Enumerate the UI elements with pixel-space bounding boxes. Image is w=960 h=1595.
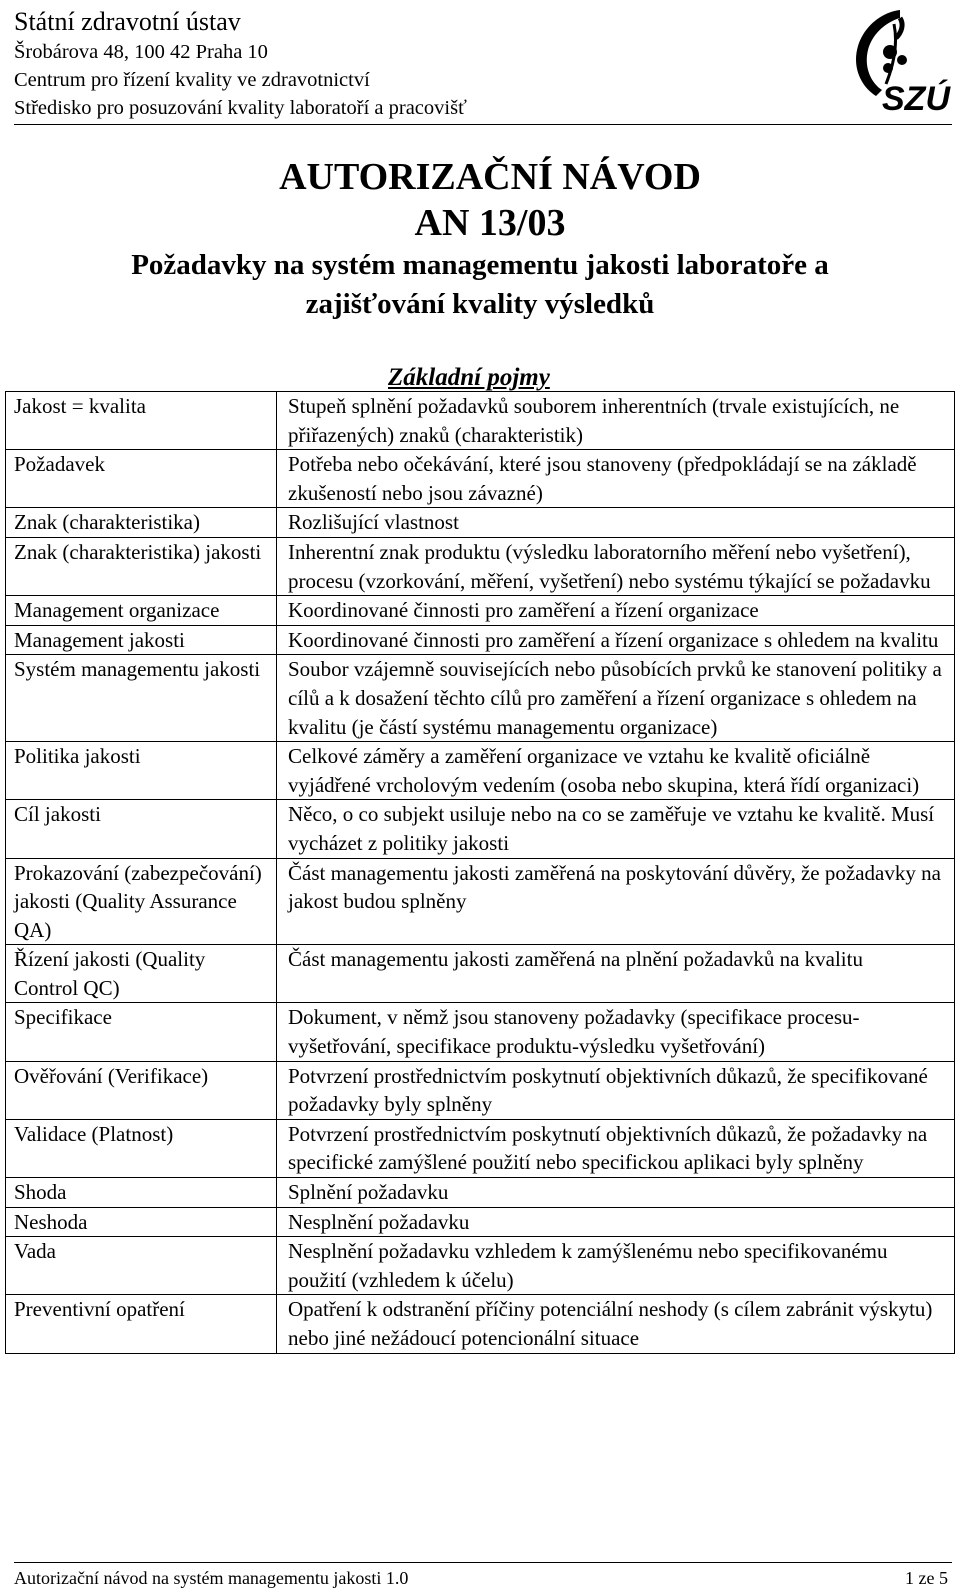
definition-cell: Splnění požadavku [277,1178,955,1208]
term-cell: Shoda [6,1178,277,1208]
szu-logo-icon [842,4,954,122]
term-cell: Management jakosti [6,625,277,655]
definition-cell: Část managementu jakosti zaměřená na plnění požadavků na kvalitu [277,945,955,1003]
term-cell: Cíl jakosti [6,800,277,858]
table-row [6,1119,955,1177]
table-row [6,655,955,742]
organization-address: Šrobárova 48, 100 42 Praha 10 [14,41,268,63]
definition-cell: Něco, o co subjekt usiluje nebo na co se zaměřuje ve vztahu ke kvalitě. Musí vycházet z politiky jakosti [277,800,955,858]
footer-divider [14,1562,952,1563]
document-header [14,6,834,122]
definition-cell: Potvrzení prostřednictvím poskytnutí objektivních důkazů, že specifikované požadavky byly splněny [277,1061,955,1119]
logo-lettering: SZÚ [882,80,950,118]
table-row [6,742,955,800]
term-cell: Znak (charakteristika) jakosti [6,537,277,595]
term-cell: Politika jakosti [6,742,277,800]
title-line-4: zajišťování kvality výsledků [305,288,655,320]
definition-cell: Potřeba nebo očekávání, které jsou stanoveny (předpokládají se na základě zkušeností nebo jsou závazné) [277,450,955,508]
organization-name: Státní zdravotní ústav [14,7,241,36]
table-row [6,450,955,508]
table-row [6,508,955,538]
table-row [6,1178,955,1208]
term-cell: Systém managementu jakosti [6,655,277,742]
organization-unit: Středisko pro posuzování kvality laboratoří a pracovišť [14,97,467,119]
term-cell: Ověřování (Verifikace) [6,1061,277,1119]
definition-cell: Dokument, v němž jsou stanoveny požadavky (specifikace procesu-vyšetřování, specifikace produktu-výsledku vyšetřování) [277,1003,955,1061]
footer-page-number: 1 ze 5 [905,1568,948,1588]
term-cell: Požadavek [6,450,277,508]
definition-cell: Opatření k odstranění příčiny potenciální neshody (s cílem zabránit výskytu) nebo jiné nežádoucí potencionální situace [277,1295,955,1353]
title-line-2: AN 13/03 [414,202,566,244]
title-line-1: AUTORIZAČNÍ NÁVOD [279,156,701,198]
title-line-3: Požadavky na systém managementu jakosti laboratoře a [131,249,829,281]
table-row [6,1295,955,1353]
section-heading: Základní pojmy [388,364,550,391]
table-row [6,392,955,450]
definition-cell: Soubor vzájemně souvisejících nebo působících prvků ke stanovení politiky a cílů a k dosažení těchto cílů pro zaměření a řízení organizace s ohledem na kvalitu (je částí systému managementu organizace) [277,655,955,742]
definition-cell: Nesplnění požadavku [277,1207,955,1237]
table-row [6,945,955,1003]
definition-cell: Koordinované činnosti pro zaměření a řízení organizace [277,596,955,626]
header-divider [14,124,952,125]
definition-cell: Celkové záměry a zaměření organizace ve vztahu ke kvalitě oficiálně vyjádřené vrcholovým vedením (osoba nebo skupina, která řídí organizaci) [277,742,955,800]
definition-cell: Nesplnění požadavku vzhledem k zamýšlenému nebo specifikovanému použití (vzhledem k účelu) [277,1237,955,1295]
definition-cell: Koordinované činnosti pro zaměření a řízení organizace s ohledem na kvalitu [277,625,955,655]
table-row [6,537,955,595]
definition-cell: Inherentní znak produktu (výsledku laboratorního měření nebo vyšetření), procesu (vzorkování, měření, vyšetření) nebo systému týkající se požadavku [277,537,955,595]
definition-cell: Potvrzení prostřednictvím poskytnutí objektivních důkazů, že požadavky na specifické zamýšlené použití nebo specifickou aplikaci byly splněny [277,1119,955,1177]
table-row [6,1207,955,1237]
term-cell: Neshoda [6,1207,277,1237]
term-cell: Preventivní opatření [6,1295,277,1353]
term-cell: Řízení jakosti (Quality Control QC) [6,945,277,1003]
term-cell: Znak (charakteristika) [6,508,277,538]
term-cell: Vada [6,1237,277,1295]
table-row [6,858,955,945]
table-row [6,596,955,626]
term-cell: Management organizace [6,596,277,626]
organization-centre: Centrum pro řízení kvality ve zdravotnictví [14,69,370,91]
table-row [6,625,955,655]
term-cell: Jakost = kvalita [6,392,277,450]
definition-cell: Část managementu jakosti zaměřená na poskytování důvěry, že požadavky na jakost budou splněny [277,858,955,945]
definition-cell: Rozlišující vlastnost [277,508,955,538]
table-row [6,1003,955,1061]
table-row [6,1061,955,1119]
table-row [6,1237,955,1295]
definition-cell: Stupeň splnění požadavků souborem inherentních (trvale existujících, ne přiřazených) znaků (charakteristik) [277,392,955,450]
term-cell: Prokazování (zabezpečování) jakosti (Quality Assurance QA) [6,858,277,945]
footer-document-name: Autorizační návod na systém managementu jakosti 1.0 [14,1568,409,1588]
terms-table [5,391,955,1354]
term-cell: Specifikace [6,1003,277,1061]
term-cell: Validace (Platnost) [6,1119,277,1177]
document-title [0,154,960,324]
table-row [6,800,955,858]
